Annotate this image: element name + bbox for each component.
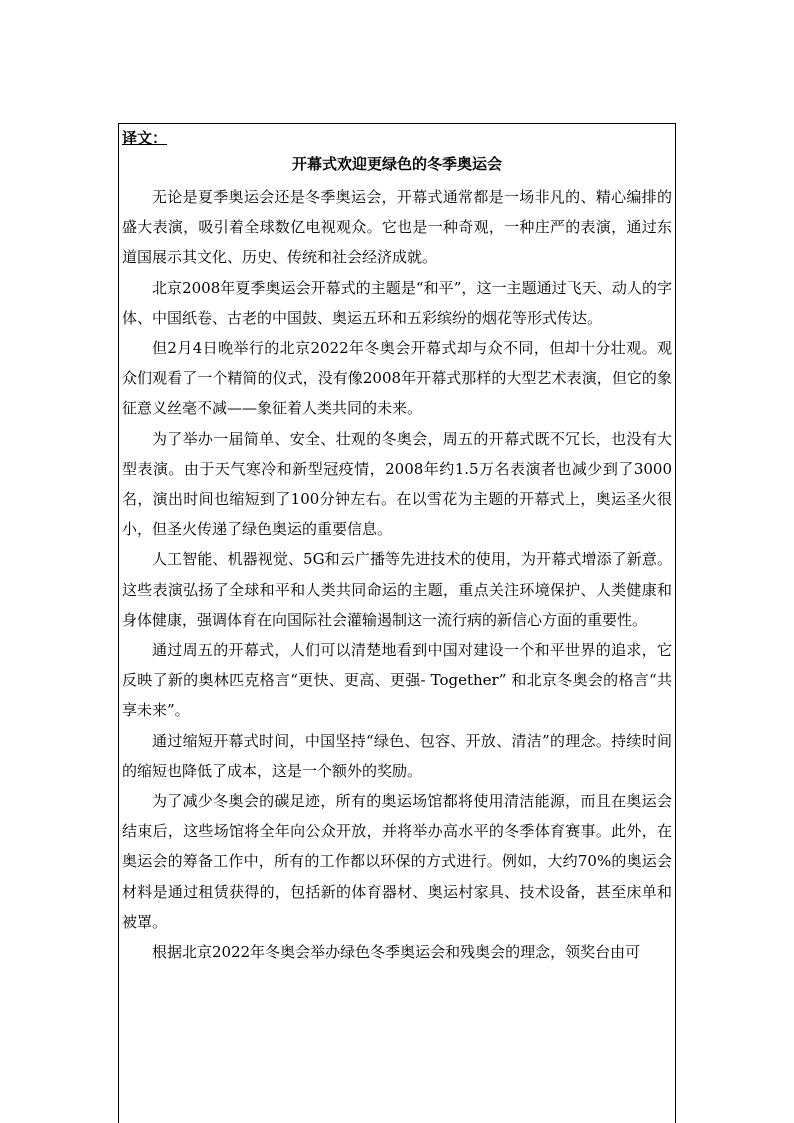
paragraph-3: 但2月4日晚举行的北京2022年冬奥会开幕式却与众不同，但却十分壮观。观众们观看了一个精简的仪式，没有像2008年开幕式那样的大型艺术表演，但它的象征意义丝毫不减——象征着人类共同的未来。 — [122, 339, 672, 418]
translation-label: 译文： — [122, 129, 168, 147]
article-title: 开幕式欢迎更绿色的冬季奥运会 — [291, 155, 502, 173]
document-table-cell — [118, 123, 676, 1123]
paragraph-5: 人工智能、机器视觉、5G和云广播等先进技术的使用，为开幕式增添了新意。这些表演弘扬了全球和平和人类共同命运的主题，重点关注环境保护、人类健康和身体健康，强调体育在向国际社会灌输遏制这一流行病的新信心方面的重要性。 — [122, 550, 672, 629]
paragraph-7: 通过缩短开幕式时间，中国坚持“绿色、包容、开放、清洁”的理念。持续时间的缩短也降低了成本，这是一个额外的奖励。 — [122, 731, 672, 780]
paragraph-8: 为了减少冬奥会的碳足迹，所有的奥运场馆都将使用清洁能源，而且在奥运会结束后，这些场馆将全年向公众开放，并将举办高水平的冬季体育赛事。此外，在奥运会的筹备工作中，所有的工作都以环保的方式进行。例如，大约70%的奥运会材料是通过租赁获得的，包括新的体育器材、奥运村家具、技术设备，甚至床单和被罩。 — [122, 792, 672, 931]
paragraph-9: 根据北京2022年冬奥会举办绿色冬季奥运会和残奥会的理念，领奖台由可 — [152, 943, 641, 962]
paragraph-6: 通过周五的开幕式，人们可以清楚地看到中国对建设一个和平世界的追求，它反映了新的奥林匹克格言“更快、更高、更强- Together” 和北京冬奥会的格言“共享未来”。 — [122, 641, 672, 720]
paragraph-2: 北京2008年夏季奥运会开幕式的主题是“和平”，这一主题通过飞天、动人的字体、中国纸卷、古老的中国鼓、奥运五环和五彩缤纷的烟花等形式传达。 — [122, 278, 672, 327]
article-body — [122, 182, 672, 967]
paragraph-4: 为了举办一届简单、安全、壮观的冬奥会，周五的开幕式既不冗长，也没有大型表演。由于天气寒冷和新型冠疫情，2008年约1.5万名表演者也减少到了3000名，演出时间也缩短到了100分钟左右。在以雪花为主题的开幕式上，奥运圣火很小，但圣火传递了绿色奥运的重要信息。 — [122, 429, 672, 539]
paragraph-1: 无论是夏季奥运会还是冬季奥运会，开幕式通常都是一场非凡的、精心编排的盛大表演，吸引着全球数亿电视观众。它也是一种奇观，一种庄严的表演，通过东道国展示其文化、历史、传统和社会经济成就。 — [122, 188, 672, 267]
